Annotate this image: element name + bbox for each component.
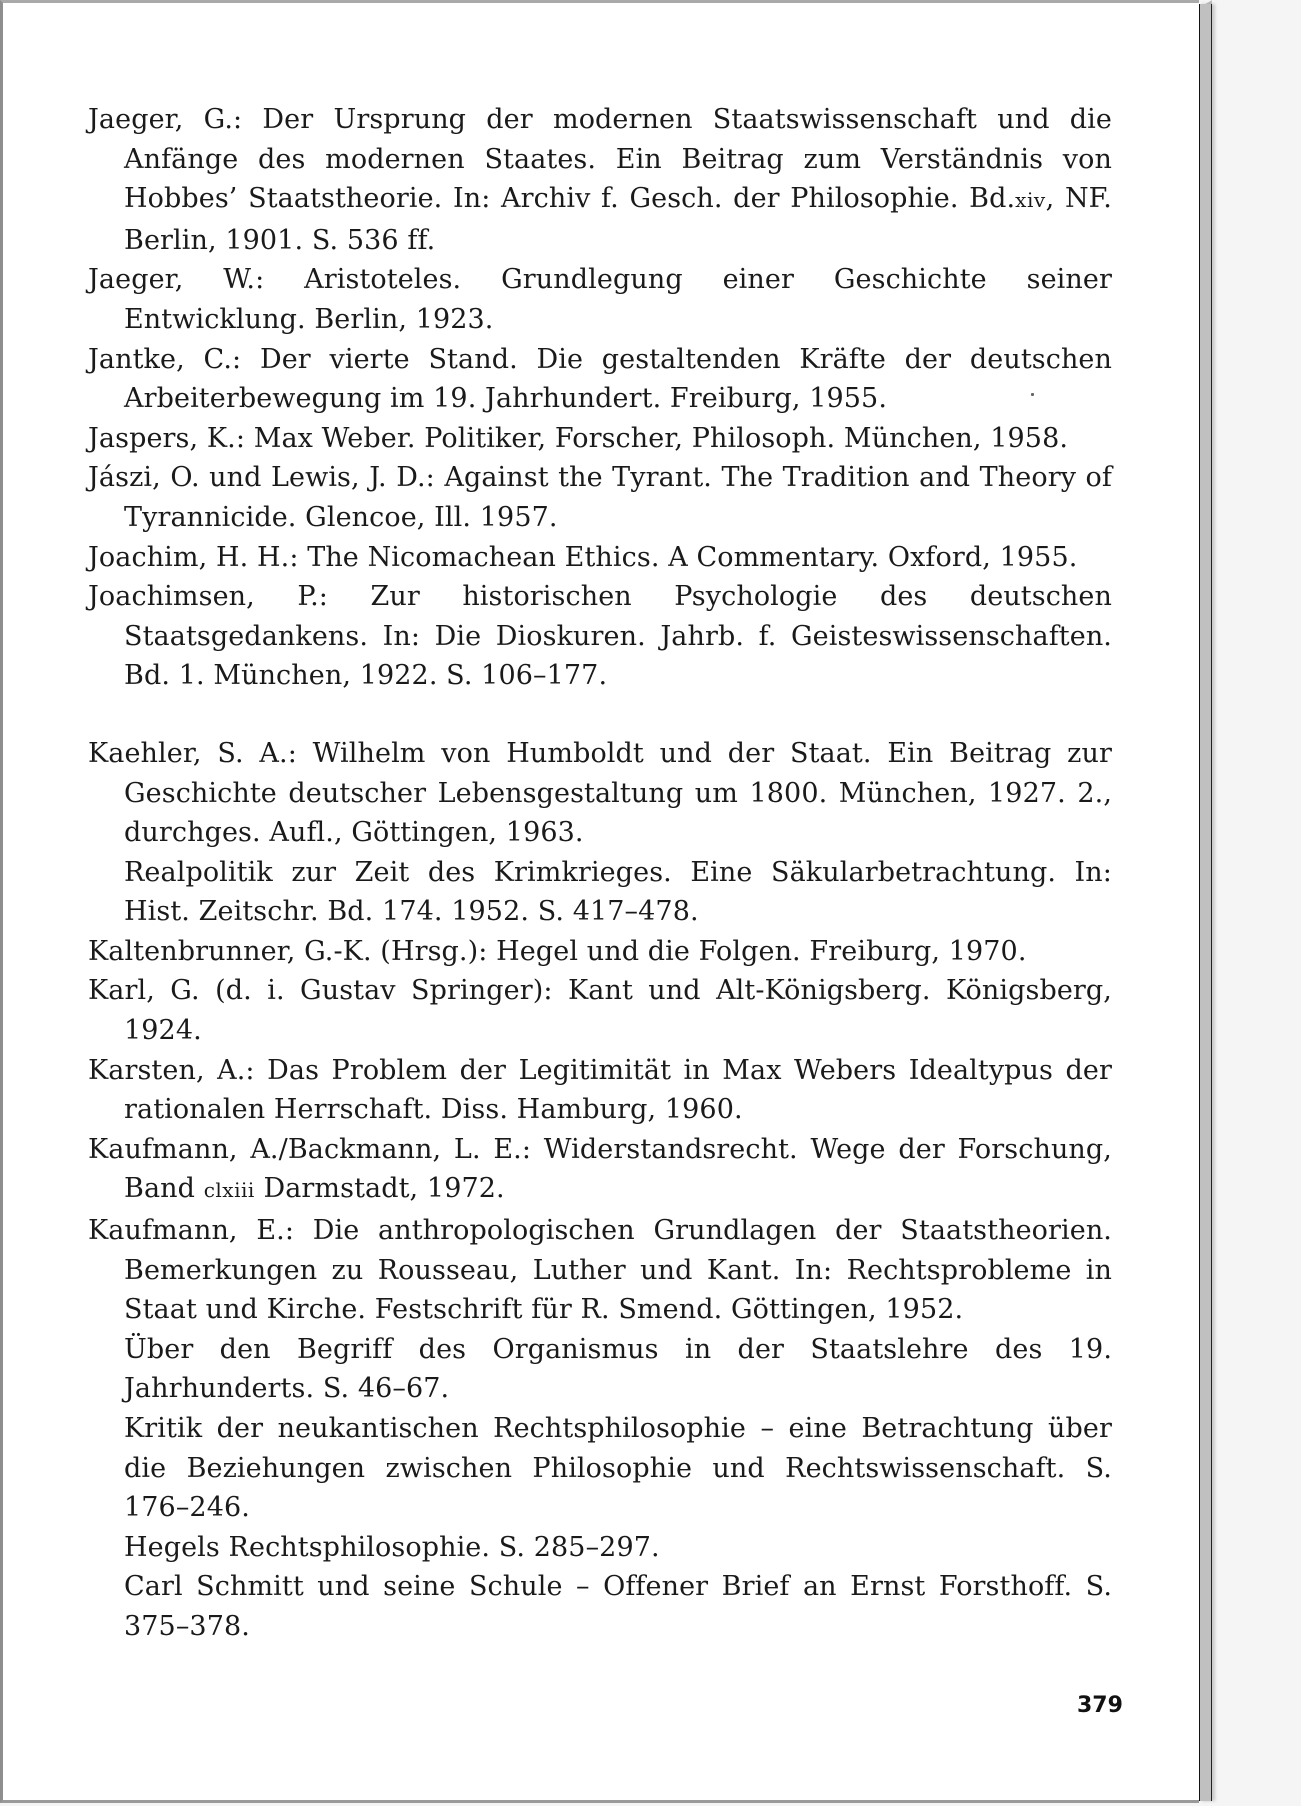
bib-sub-entry-kaufmann-organismus: Über den Begriff des Organismus in der Staatslehre des 19. Jahrhunderts. S. 46–67. [124,1333,1112,1405]
entry-text: Kaufmann, A./Backmann, L. E.: Widerstandsrecht. Wege der Forschung, Band [88,1133,1112,1205]
bib-entry-karl: Karl, G. (d. i. Gustav Springer): Kant und Alt-Königsberg. Königsberg, 1924. [88,975,1112,1047]
bib-entry-jaeger-w: Jaeger, W.: Aristoteles. Grundlegung einer Geschichte seiner Entwicklung. Berlin, 1923. [88,264,1112,335]
bib-sub-entry-kaufmann-kritik: Kritik der neukantischen Rechtsphilosophie – eine Betrachtung über die Beziehungen zwischen Philosophie und Rechtswissenschaft. S. 176–246. [124,1413,1112,1524]
bib-entry-kaehler: Kaehler, S. A.: Wilhelm von Humboldt und der Staat. Ein Beitrag zur Geschichte deutscher Lebensgestaltung um 1800. München, 1927. 2., durchges. Aufl., Göttingen, 1963. [88,737,1112,849]
bib-entry-karsten: Karsten, A.: Das Problem der Legitimität in Max Webers Idealtypus der rationalen Herrschaft. Diss. Hamburg, 1960. [88,1054,1112,1126]
bibliography-section-j [88,100,1112,696]
entry-text: Darmstadt, 1972. [263,1173,505,1205]
bib-entry-joachim: Joachim, H. H.: The Nicomachean Ethics. A Commentary. Oxford, 1955. [88,541,1078,573]
bib-entry-jaspers: Jaspers, K.: Max Weber. Politiker, Forscher, Philosoph. München, 1958. [88,422,1069,454]
bib-sub-entry-kaehler-realpolitik: Realpolitik zur Zeit des Krimkrieges. Eine Säkularbetrachtung. In: Hist. Zeitschr. Bd. 174. 1952. S. 417–478. [124,856,1112,928]
bib-entry-jaeger-g [88,100,1112,260]
roman-numeral: clxiii [203,1178,255,1203]
bibliography [88,100,1112,1647]
bib-sub-entry-kaufmann-hegel: Hegels Rechtsphilosophie. S. 285–297. [124,1531,660,1563]
page-edge-bevel [1199,4,1212,1801]
page-number: 379 [1077,1693,1123,1718]
section-gap [88,696,1112,734]
bib-entry-jantke: Jantke, C.: Der vierte Stand. Die gestaltenden Kräfte der deutschen Arbeiterbewegung im 19. Jahrhundert. Freiburg, 1955. [88,343,1112,415]
bib-entry-joachimsen: Joachimsen, P.: Zur historischen Psychologie des deutschen Staatsgedankens. In: Die Dioskuren. Jahrb. f. Geisteswissenschaften. Bd. 1. München, 1922. S. 106–177. [88,581,1112,692]
bib-entry-kaltenbrunner: Kaltenbrunner, G.-K. (Hrsg.): Hegel und die Folgen. Freiburg, 1970. [88,935,1027,967]
bib-entry-kaufmann-a [88,1130,1112,1211]
roman-numeral: xiv [1015,188,1046,213]
bibliography-section-k [88,734,1112,1647]
entry-text: , NF. Berlin, 1901. S. 536 ff. [124,183,1112,256]
bib-sub-entry-kaufmann-schmitt: Carl Schmitt und seine Schule – Offener Brief an Ernst Forsthoff. S. 375–378. [124,1571,1112,1642]
entry-text: Jaeger, G.: Der Ursprung der modernen Staatswissenschaft und die Anfänge des modernen Staates. Ein Beitrag zum Verständnis von Hobbes’ Staatstheorie. In: Archiv f. Gesch. der Philosophie. Bd. [88,104,1112,215]
bib-entry-jaszi: Jászi, O. und Lewis, J. D.: Against the Tyrant. The Tradition and Theory of Tyrannicide. Glencoe, Ill. 1957. [88,462,1112,533]
bib-entry-kaufmann-e: Kaufmann, E.: Die anthropologischen Grundlagen der Staatstheorien. Bemerkungen zu Rousseau, Luther und Kant. In: Rechtsprobleme in Staat und Kirche. Festschrift für R. Smend. Göttingen, 1952. [88,1215,1112,1326]
